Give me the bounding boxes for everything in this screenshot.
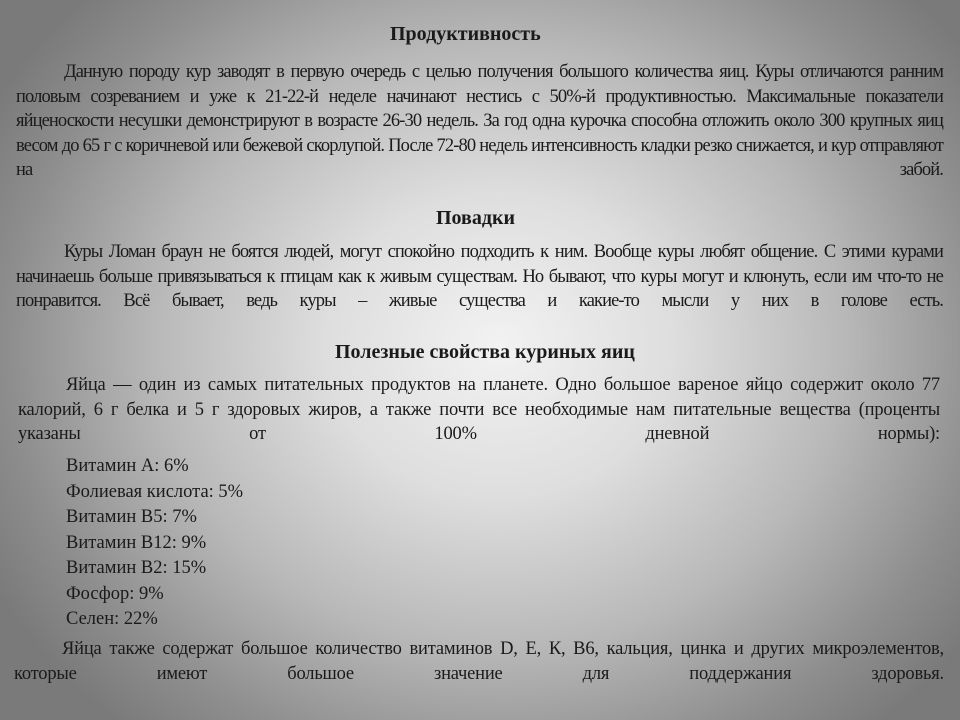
section-text-productivity: Данную породу кур заводят в первую очередь с целью получения большого количества яиц. Куры отличаются ранним половым созреванием и уже к 21-22-й неделе начинают нестись с 50%-й продуктивностью. Максимальные показатели яйценоскости несушки демонстрируют в возрасте 26-30 недель. За год одна курочка способна отложить около 300 крупных яиц весом до 65 г с коричневой или бежевой скорлупой. После 72-80 недель интенсивность кладки резко снижается, и кур отправляют на забой. [16, 62, 943, 181]
nutrient-item: Селен: 22% [66, 609, 158, 629]
nutrient-item: Витамин B12: 9% [66, 532, 207, 553]
section-text-egg-benefits: Яйца — один из самых питательных продуктов на планете. Одно большое вареное яйцо содержит около 77 калорий, 6 г белка и 5 г здоровых жиров, а также почти все необходимые нам питательные вещества (проценты указаны от 100% дневной нормы): [18, 375, 940, 445]
closing-paragraph: Яйца также содержат большое количество витаминов D, E, К, B6, кальция, цинка и других микроэлементов, которые имеют большое значение для поддержания здоровья. [14, 639, 944, 684]
nutrient-item: Фолиевая кислота: 5% [66, 481, 244, 502]
section-title-egg-benefits: Полезные свойства куриных яиц [335, 341, 635, 363]
nutrient-item: Фосфор: 9% [66, 583, 164, 604]
section-title-habits: Повадки [436, 207, 516, 229]
section-title-productivity: Продуктивность [390, 23, 541, 45]
nutrient-item: Витамин B5: 7% [66, 507, 197, 527]
nutrient-list [66, 454, 243, 633]
nutrient-item: Витамин B2: 15% [66, 558, 207, 578]
section-text-habits: Куры Ломан браун не боятся людей, могут спокойно подходить к ним. Вообще куры любят общение. С этими курами начинаешь больше привязываться к птицам как к живым существам. Но бывают, что куры могут и клюнуть, если им что-то не понравится. Всё бывает, ведь куры – живые существа и какие-то мысли у них в голове есть. [16, 242, 943, 312]
nutrient-item: Витамин А: 6% [66, 456, 189, 476]
